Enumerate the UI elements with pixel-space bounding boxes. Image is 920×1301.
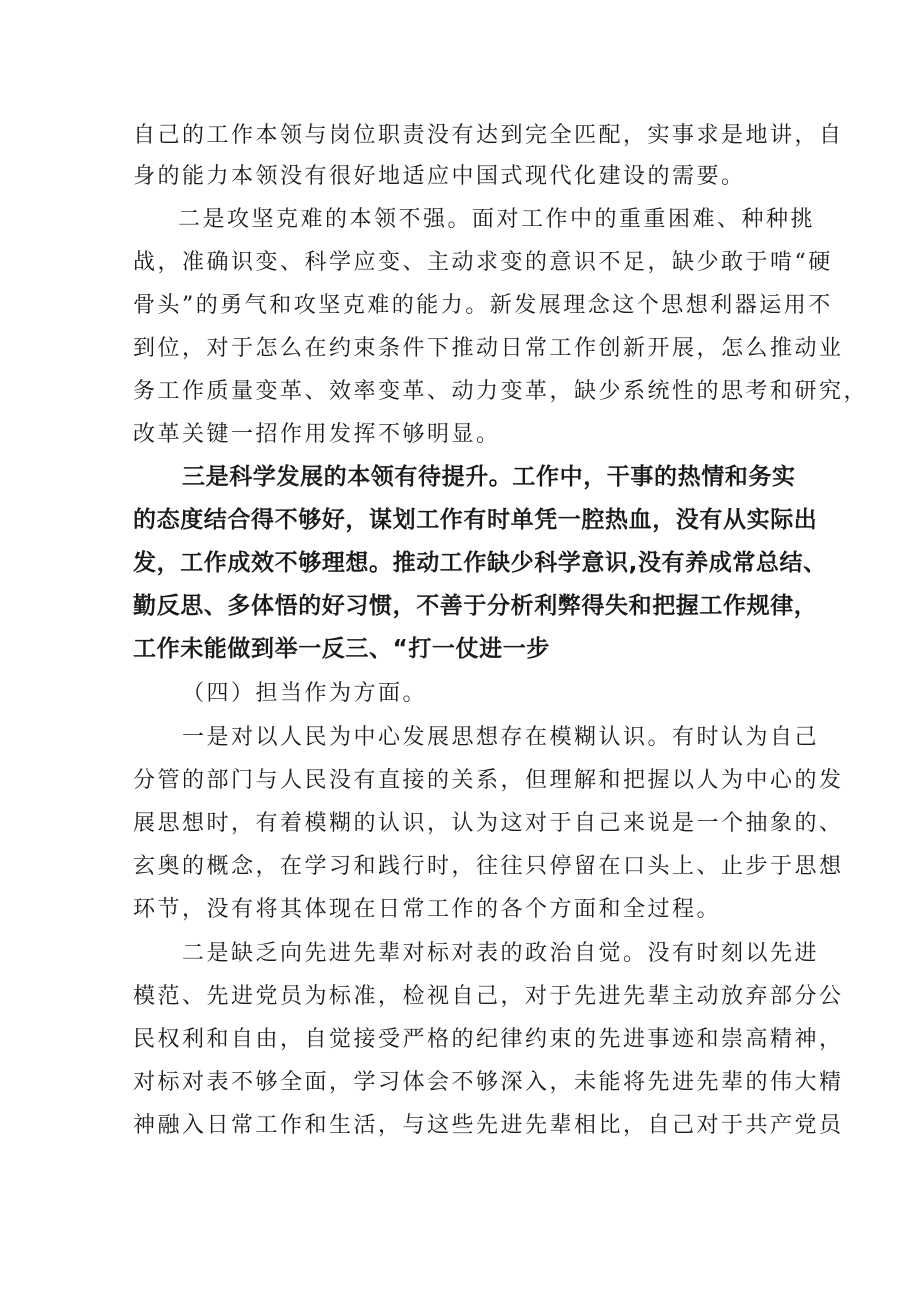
paragraph-line: 到位，对于怎么在约束条件下推动日常工作创新开展，怎么推动业 [133,336,844,361]
paragraph-line: 务工作质量变革、效率变革、动力变革，缺少系统性的思考和研究， [133,379,869,404]
paragraph-line: 的态度结合得不够好，谋划工作有时单凭一腔热血，没有从实际出 [133,507,818,533]
paragraph-line: 对标对表不够全面，学习体会不够深入，未能将先进先辈的伟大精 [133,1070,844,1095]
paragraph-line: 环节，没有将其体现在日常工作的各个方面和全过程。 [133,897,722,922]
paragraph-line: 发，工作成效不够理想。推动工作缺少科学意识,没有养成常总结、 [133,550,827,576]
paragraph-line: 身的能力本领没有很好地适应中国式现代化建设的需要。 [133,164,746,189]
paragraph-line: 勤反思、多体悟的好习惯，不善于分析利弊得失和把握工作规律， [133,593,818,619]
paragraph-line: 神融入日常工作和生活，与这些先进先辈相比，自己对于共产党员 [133,1113,844,1138]
paragraph-first-line: 二是攻坚克难的本领不强。面对工作中的重重困难、种种挑 [178,207,816,232]
paragraph-line: 玄奥的概念，在学习和践行时，往往只停留在口头上、止步于思想 [133,854,844,879]
paragraph-first-line: 三是科学发展的本领有待提升。工作中，干事的热情和务实 [182,464,796,490]
paragraph-first-line: 二是缺乏向先进先辈对标对表的政治自觉。没有时刻以先进 [182,941,820,966]
paragraph-line: 自己的工作本领与岗位职责没有达到完全匹配，实事求是地讲，自 [133,123,844,148]
section-heading: （四）担当作为方面。 [182,681,428,706]
paragraph-line: 分管的部门与人民没有直接的关系，但理解和把握以人为中心的发 [133,768,844,793]
paragraph-line: 展思想时，有着模糊的认识，认为这对于自己来说是一个抽象的、 [133,811,844,836]
paragraph-line: 工作未能做到举一反三、“打一仗进一步 [133,636,550,662]
paragraph-line: 模范、先进党员为标准，检视自己，对于先进先辈主动放弃部分公 [133,984,844,1009]
paragraph-first-line: 一是对以人民为中心发展思想存在模糊认识。有时认为自己 [182,725,820,750]
paragraph-line: 战，准确识变、科学应变、主动求变的意识不足，缺少敢于啃“硬 [133,250,833,275]
paragraph-line: 民权利和自由，自觉接受严格的纪律约束的先进事迹和崇高精神， [133,1027,844,1052]
paragraph-line: 骨头”的勇气和攻坚克难的能力。新发展理念这个思想利器运用不 [133,293,833,318]
paragraph-line: 改革关键一招作用发挥不够明显。 [133,422,501,447]
